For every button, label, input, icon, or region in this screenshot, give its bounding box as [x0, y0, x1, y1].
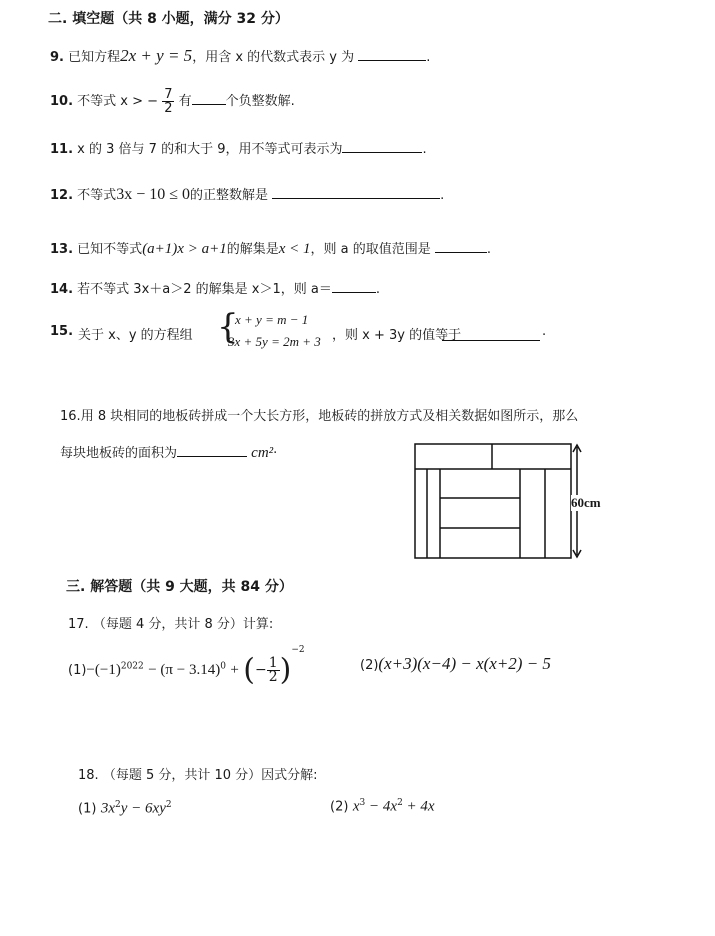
brace: { [217, 307, 239, 347]
equation: 2x + y = 5 [120, 46, 193, 65]
dimension-label: 60cm [571, 495, 601, 510]
q17-part-2 [360, 654, 551, 674]
part-label: (2) [360, 658, 379, 673]
question-text: 不等式 [77, 188, 117, 203]
question-16-line-1 [60, 405, 578, 424]
section-3-title: 三. 解答题（共 9 大题，共 84 分） [66, 579, 293, 595]
denominator: 2 [164, 101, 173, 116]
expr: −(−1) [86, 662, 121, 678]
question-text: 已知方程 [68, 50, 121, 65]
solution-set: x < 1 [278, 241, 311, 257]
outer-rectangle [415, 444, 571, 558]
fraction [162, 88, 174, 115]
question-number: 12. [50, 188, 74, 203]
question-text: x 的 3 倍与 7 的和大于 9，用不等式可表示为 [77, 142, 343, 157]
expr: y − 6xy [120, 800, 166, 817]
question-text: （每题 4 分，共计 8 分）计算: [92, 617, 274, 632]
expr: − (π − 3.14) [148, 662, 221, 678]
exponent: 3 [359, 798, 366, 808]
part-label: (1) [68, 663, 87, 678]
expr: − 4x [365, 798, 398, 815]
expr: + 4x [402, 798, 435, 815]
answer-blank[interactable] [358, 59, 426, 61]
q18-part-2 [330, 798, 435, 816]
period: . [542, 324, 547, 339]
equation-2: 3x + 5y = 2m + 3 [228, 334, 321, 349]
exponent: 2022 [120, 661, 144, 672]
question-number: 10. [50, 94, 74, 109]
period: . [486, 242, 492, 257]
minus-sign: − [255, 662, 267, 678]
exponent: −2 [291, 645, 305, 655]
expr: (x+3)(x−4) − x(x+2) − 5 [378, 654, 551, 673]
question-12 [50, 184, 444, 204]
question-number: 13. [50, 242, 74, 257]
question-18 [78, 764, 318, 783]
question-text: 不等式 x > − [77, 94, 159, 109]
expr: + [230, 662, 239, 678]
question-text: 若不等式 3x＋a＞2 的解集是 x＞1，则 a＝ [77, 282, 332, 297]
inequality: 3x − 10 ≤ 0 [116, 186, 190, 203]
period: · [273, 446, 278, 461]
answer-blank[interactable] [442, 339, 540, 341]
question-17 [68, 613, 273, 632]
answer-blank[interactable] [192, 103, 226, 105]
question-text: 的解集是 [226, 242, 279, 257]
question-13 [50, 238, 491, 258]
answer-blank[interactable] [332, 291, 376, 293]
question-text: 用 8 块相同的地板砖拼成一个大长方形，地板砖的拼放方式及相关数据如图所示，那么 [80, 409, 579, 424]
exponent: 0 [220, 661, 226, 672]
answer-blank[interactable] [342, 151, 422, 153]
denominator: 2 [268, 668, 278, 685]
question-number: 16. [60, 409, 81, 424]
question-number: 18. [78, 768, 99, 783]
question-text: ，则 x + 3y 的值等于 [332, 328, 462, 343]
exponent: 2 [165, 800, 172, 810]
period: . [426, 50, 431, 65]
period: . [422, 142, 427, 157]
q18-part-1 [78, 800, 172, 818]
question-number: 14. [50, 282, 74, 297]
answer-blank[interactable] [435, 251, 487, 253]
q17-part-1 [68, 645, 305, 688]
section-2-title: 二. 填空题（共 8 小题，满分 32 分） [48, 11, 289, 27]
question-text: 关于 x、y 的方程组 [78, 328, 193, 343]
question-16-line-2 [60, 442, 277, 462]
question-14 [50, 278, 380, 297]
right-paren: ) [279, 652, 292, 688]
fraction [267, 654, 280, 685]
question-text: ，则 a 的取值范围是 [310, 242, 431, 257]
part-label: (2) [330, 799, 349, 815]
question-text: 的正整数解是 [190, 188, 269, 203]
question-9 [50, 46, 430, 66]
question-number: 9. [50, 50, 64, 65]
left-paren: ( [243, 652, 256, 688]
numerator: 7 [164, 87, 173, 102]
expr: x [352, 798, 360, 815]
period: . [375, 282, 380, 297]
question-text: 每块地板砖的面积为 [60, 446, 178, 461]
question-number: 11. [50, 142, 74, 157]
answer-blank[interactable] [272, 197, 440, 199]
exponent: 2 [397, 798, 403, 808]
part-label: (1) [78, 801, 97, 817]
question-text: 已知不等式 [77, 242, 143, 257]
expr: 3x [100, 800, 116, 817]
period: . [440, 188, 445, 203]
question-number: 17. [68, 617, 89, 632]
answer-blank[interactable] [177, 455, 247, 457]
numerator: 1 [268, 654, 278, 671]
exponent: 2 [115, 800, 121, 810]
question-10 [50, 88, 295, 115]
equation-1: x + y = m − 1 [235, 312, 309, 327]
inequality: (a+1)x > a+1 [142, 241, 227, 257]
question-number: 15. [50, 324, 74, 339]
question-text: ，用含 x 的代数式表示 y 为 [192, 50, 355, 65]
question-text: 有 [178, 94, 192, 109]
question-text: （每题 5 分，共计 10 分）因式分解: [102, 768, 318, 783]
unit: cm² [251, 445, 274, 461]
question-11 [50, 138, 427, 157]
question-text: 个负整数解. [225, 94, 295, 109]
